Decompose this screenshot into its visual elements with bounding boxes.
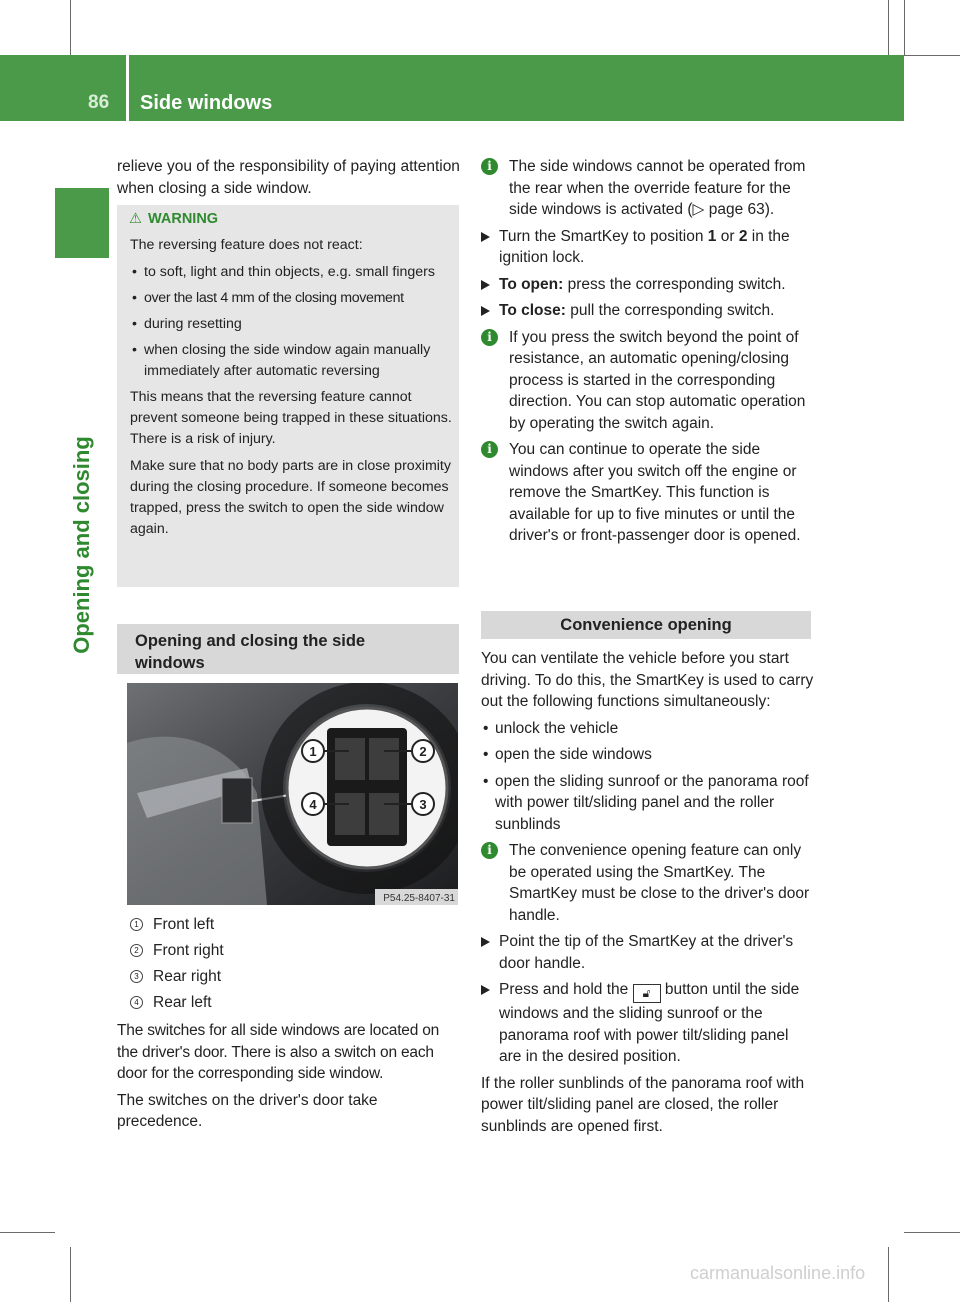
left-body	[117, 1020, 462, 1133]
legend-number: 1	[130, 918, 143, 931]
step-arrow-icon	[481, 232, 490, 242]
body-paragraph: You can ventilate the vehicle before you start driving. To do this, the SmartKey is used to carry out the following functions simultaneously:	[481, 650, 814, 710]
crop-mark	[888, 0, 889, 55]
warning-paragraph: Make sure that no body parts are in close proximity during the closing procedure. If someone becomes trapped, press the switch to open the side window again.	[130, 458, 451, 537]
left-intro	[117, 156, 462, 199]
warning-bullet: • during resetting	[130, 314, 456, 335]
warning-bullet: • when closing the side window again manually immediately after automatic reversing	[130, 340, 456, 382]
callout-4	[302, 793, 324, 815]
crop-mark	[70, 1247, 71, 1302]
unlock-button-icon: 🔓︎	[633, 984, 661, 1003]
legend-number: 4	[130, 996, 143, 1009]
warning-paragraph: This means that the reversing feature cannot prevent someone being trapped in these situations. There is a risk of injury.	[130, 389, 452, 447]
callout-3	[412, 793, 434, 815]
svg-text:1: 1	[309, 744, 317, 759]
list-item: • unlock the vehicle	[481, 718, 814, 740]
figure-legend	[130, 912, 224, 1016]
step-arrow-icon	[481, 985, 490, 995]
watermark: carmanualsonline.info	[690, 1263, 866, 1283]
header-separator	[126, 55, 129, 121]
door-panel-illustration	[127, 683, 458, 905]
crop-mark	[904, 1232, 960, 1233]
section-heading: Opening and closing the side windows	[117, 624, 459, 674]
crop-mark	[904, 55, 960, 56]
page-title: Side windows	[140, 92, 273, 114]
page-number: 86	[88, 92, 110, 113]
step-arrow-icon	[481, 937, 490, 947]
header-band	[0, 55, 904, 121]
warning-triangle-icon: ⚠	[129, 211, 142, 227]
figure-code: P54.25-8407-31	[383, 893, 455, 904]
right-top	[481, 156, 814, 552]
right-bottom	[481, 648, 814, 1137]
legend-item: 3 Rear right	[130, 964, 224, 990]
svg-text:3: 3	[419, 797, 427, 812]
crop-mark	[0, 1232, 55, 1233]
legend-number: 2	[130, 944, 143, 957]
crop-mark	[904, 0, 905, 55]
info-note: i The side windows cannot be operated from the rear when the override feature for the side windows is activated (▷ page 63).	[481, 156, 814, 221]
callout-2	[412, 740, 434, 762]
section-heading: Convenience opening	[481, 611, 811, 639]
crop-mark	[70, 0, 71, 55]
instruction-step: To open: press the corresponding switch.	[481, 274, 814, 296]
instruction-step: To close: pull the corresponding switch.	[481, 300, 814, 322]
legend-item: 1 Front left	[130, 912, 224, 938]
warning-bullet: • to soft, light and thin objects, e.g. small fingers	[130, 262, 456, 283]
info-icon: i	[481, 842, 498, 859]
list-item: • open the sliding sunroof or the panorama roof with power tilt/sliding panel and the roller sunblinds	[481, 771, 814, 836]
info-note: i If you press the switch beyond the point of resistance, an automatic opening/closing process is started in the corresponding direction. You can stop automatic operation by operating the switch again.	[481, 327, 814, 435]
legend-number: 3	[130, 970, 143, 983]
info-icon: i	[481, 329, 498, 346]
legend-item: 4 Rear left	[130, 990, 224, 1016]
warning-bullet: • over the last 4 mm of the closing movement	[130, 288, 456, 309]
window-switch-photo	[127, 683, 458, 905]
step-arrow-icon	[481, 306, 490, 316]
step-arrow-icon	[481, 280, 490, 290]
info-icon: i	[481, 158, 498, 175]
info-note: i You can continue to operate the side windows after you switch off the engine or remove the SmartKey. This function is available for up to five minutes or until the driver's or front-passenger door is opened.	[481, 439, 814, 547]
body-paragraph: If the roller sunblinds of the panorama roof with power tilt/sliding panel are closed, the roller sunblinds are opened first.	[481, 1074, 805, 1135]
svg-text:4: 4	[309, 797, 317, 812]
instruction-step: Turn the SmartKey to position 1 or 2 in the ignition lock.	[481, 226, 814, 269]
info-note: i The convenience opening feature can only be operated using the SmartKey. The SmartKey must be close to the driver's door handle.	[481, 840, 814, 926]
chapter-label: Opening and closing	[69, 436, 94, 654]
info-icon: i	[481, 441, 498, 458]
body-paragraph: The switches for all side windows are located on the driver's door. There is also a switch on each door for the corresponding side window.	[117, 1022, 440, 1082]
list-item: • open the side windows	[481, 744, 814, 766]
warning-lead: The reversing feature does not react:	[130, 237, 363, 253]
svg-text:2: 2	[419, 744, 427, 759]
chapter-tab	[55, 188, 109, 258]
instruction-step: Press and hold the 🔓︎ button until the side windows and the sliding sunroof or the panorama roof with power tilt/sliding panel are in the desired position.	[481, 979, 814, 1068]
legend-item: 2 Front right	[130, 938, 224, 964]
callout-1	[302, 740, 324, 762]
intro-text: relieve you of the responsibility of paying attention when closing a side window.	[117, 158, 460, 197]
warning-box	[117, 205, 459, 587]
crop-mark	[888, 1247, 889, 1302]
warning-title: ⚠ WARNING	[129, 211, 219, 227]
instruction-step: Point the tip of the SmartKey at the driver's door handle.	[481, 931, 814, 974]
body-paragraph: The switches on the driver's door take precedence.	[117, 1091, 378, 1130]
warning-body	[130, 235, 456, 546]
